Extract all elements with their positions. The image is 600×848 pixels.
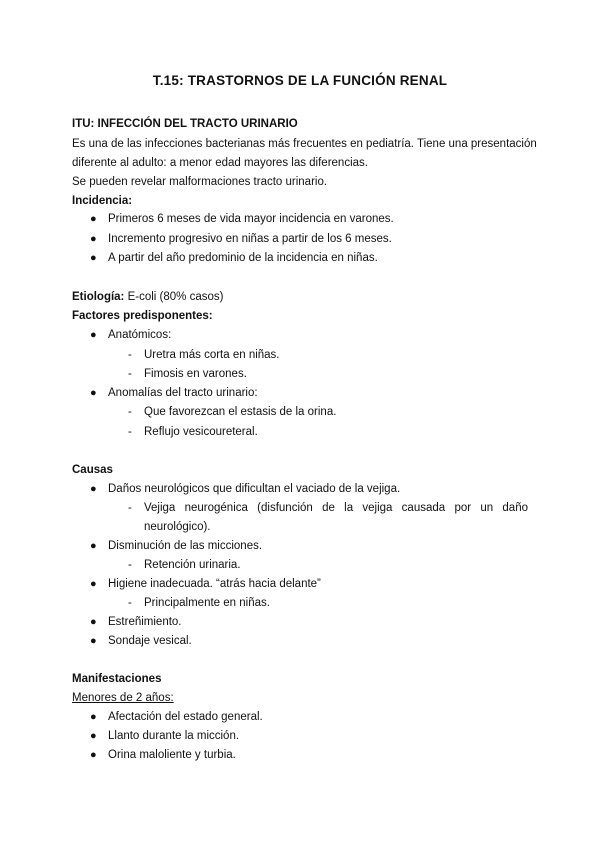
itu-heading: ITU: INFECCIÓN DEL TRACTO URINARIO <box>72 118 298 130</box>
manifestaciones-heading: Manifestaciones <box>72 673 162 685</box>
bullet-icon: ● <box>90 329 97 341</box>
incidencia-item: Incremento progresivo en niñas a partir de los 6 meses. <box>108 233 392 245</box>
etiologia-value: E-coli (80% casos) <box>124 291 224 303</box>
bullet-icon: ● <box>90 616 97 628</box>
factores-anomalias-sub: Reflujo vesicoureteral. <box>144 426 258 438</box>
factores-anatomicos-sub: Uretra más corta en niñas. <box>144 349 280 361</box>
itu-intro-line-3: Se pueden revelar malformaciones tracto urinario. <box>72 176 328 188</box>
causas-higiene-sub: Principalmente en niñas. <box>144 597 270 609</box>
incidencia-item: Primeros 6 meses de vida mayor incidencia en varones. <box>108 213 394 225</box>
factores-anatomicos: Anatómicos: <box>108 329 172 341</box>
dash-icon: - <box>128 406 132 418</box>
causas-higiene: Higiene inadecuada. “atrás hacia delante” <box>108 578 321 590</box>
dash-icon: - <box>128 597 132 609</box>
causas-danos: Daños neurológicos que dificultan el vaciado de la vejiga. <box>108 483 401 495</box>
itu-intro-line-2: diferente al adulto: a menor edad mayores las diferencias. <box>72 157 368 169</box>
bullet-icon: ● <box>90 483 97 495</box>
manifestaciones-subheading: Menores de 2 años: <box>72 692 174 704</box>
manifestaciones-item: Llanto durante la micción. <box>108 730 240 742</box>
bullet-icon: ● <box>90 540 97 552</box>
bullet-icon: ● <box>90 252 97 264</box>
dash-icon: - <box>128 426 132 438</box>
causas-estrenimiento: Estreñimiento. <box>108 616 182 628</box>
causas-disminucion: Disminución de las micciones. <box>108 540 263 552</box>
dash-icon: - <box>128 368 132 380</box>
incidencia-item: A partir del año predominio de la incidencia en niñas. <box>108 252 378 264</box>
bullet-icon: ● <box>90 749 97 761</box>
dash-icon: - <box>128 559 132 571</box>
page-title: T.15: TRASTORNOS DE LA FUNCIÓN RENAL <box>152 73 448 88</box>
causas-heading: Causas <box>72 464 113 476</box>
factores-anomalias-sub: Que favorezcan el estasis de la orina. <box>144 406 337 418</box>
bullet-icon: ● <box>90 213 97 225</box>
causas-danos-sub-line-2: neurológico). <box>144 521 211 533</box>
manifestaciones-item: Afectación del estado general. <box>108 711 263 723</box>
dash-icon: - <box>128 502 132 514</box>
bullet-icon: ● <box>90 635 97 647</box>
etiologia-label: Etiología: <box>72 291 125 303</box>
dash-icon: - <box>128 349 132 361</box>
causas-danos-sub-line-1: Vejiga neurogénica (disfunción de la vejiga causada por un daño <box>144 502 528 514</box>
factores-anomalias: Anomalías del tracto urinario: <box>108 387 258 399</box>
bullet-icon: ● <box>90 233 97 245</box>
etiologia-line <box>72 290 223 304</box>
causas-disminucion-sub: Retención urinaria. <box>144 559 241 571</box>
factores-anatomicos-sub: Fimosis en varones. <box>144 368 247 380</box>
incidencia-heading: Incidencia: <box>72 195 133 207</box>
causas-sondaje: Sondaje vesical. <box>108 635 192 647</box>
bullet-icon: ● <box>90 578 97 590</box>
bullet-icon: ● <box>90 711 97 723</box>
bullet-icon: ● <box>90 387 97 399</box>
bullet-icon: ● <box>90 730 97 742</box>
manifestaciones-item: Orina maloliente y turbia. <box>108 749 236 761</box>
factores-heading: Factores predisponentes: <box>72 310 213 322</box>
itu-intro-line-1: Es una de las infecciones bacterianas más frecuentes en pediatría. Tiene una presentación <box>72 138 537 150</box>
